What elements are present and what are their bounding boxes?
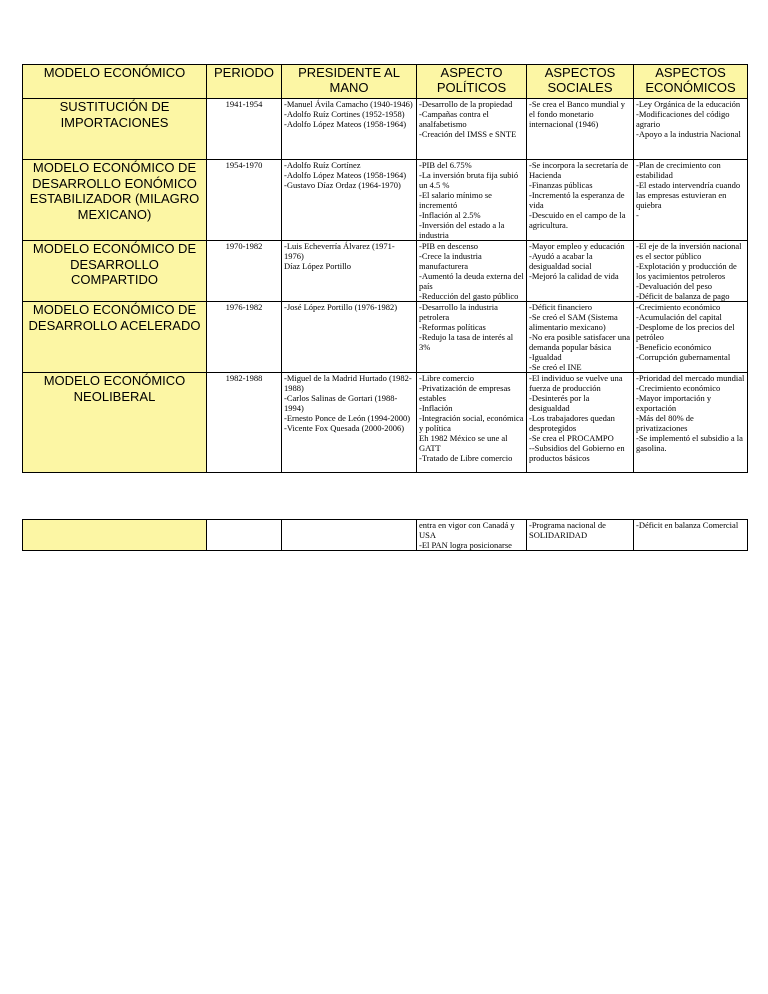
table-row — [23, 373, 748, 473]
economicos-cell — [634, 302, 748, 373]
politicos-line: -Desarrollo la industria petrolera — [419, 302, 498, 322]
sociales-line: -Finanzas públicas — [529, 180, 593, 190]
period-cell: 1982-1988 — [207, 373, 282, 473]
presidente-line: Díaz López Portillo — [284, 261, 352, 271]
sociales-line: -Se crea el Banco mundial y el fondo monetario internacional (1946) — [529, 99, 626, 129]
sociales-line: -Desinterés por la desigualdad — [529, 393, 590, 413]
economicos-cell — [634, 373, 748, 473]
politicos-cell — [417, 302, 527, 373]
politicos-line: -Inflación al 2.5% — [419, 210, 481, 220]
politicos-line: -Integración social, económica y política — [419, 413, 524, 433]
politicos-line: -Campañas contra el analfabetismo — [419, 109, 489, 129]
presidente-line: -Adolfo Ruíz Cortines (1952-1958) — [284, 109, 405, 119]
presidente-line: -Carlos Salinas de Gortari (1988-1994) — [284, 393, 398, 413]
continuation-period-cell — [207, 520, 282, 551]
politicos-line: -Tratado de Libre comercio — [419, 453, 513, 463]
economicos-line: -Explotación y producción de los yacimientos petroleros — [636, 261, 737, 281]
economicos-cell — [634, 160, 748, 241]
header-row — [23, 65, 748, 99]
politicos-line: -La inversión bruta fija subió un 4.5 % — [419, 170, 519, 190]
presidente-cell — [282, 99, 417, 160]
politicos-line: -Crece la industria manufacturera — [419, 251, 482, 271]
sociales-line: -El individuo se vuelve una fuerza de producción — [529, 373, 623, 393]
period-cell: 1954-1970 — [207, 160, 282, 241]
politicos-line: -PIB del 6.75% — [419, 160, 472, 170]
politicos-line: -Aumentó la deuda externa del país — [419, 271, 524, 291]
continuation-table — [22, 519, 748, 551]
header-politicos: ASPECTO POLÍTICOS — [417, 65, 527, 99]
economicos-cell — [634, 241, 748, 302]
economicos-line: -Más del 80% de privatizaciones — [636, 413, 694, 433]
header-economicos: ASPECTOS ECONÓMICOS — [634, 65, 748, 99]
model-name-cell: MODELO ECONÓMICO DE DESARROLLO ACELERADO — [23, 302, 207, 373]
presidente-line: -Miguel de la Madrid Hurtado (1982-1988) — [284, 373, 412, 393]
sociales-line: -Mejoró la calidad de vida — [529, 271, 619, 281]
economicos-line: -Desplome de los precios del petróleo — [636, 322, 735, 342]
continuation-model-cell — [23, 520, 207, 551]
politicos-line: -Privatización de empresas estables — [419, 383, 511, 403]
continuation-sociales-cell — [527, 520, 634, 551]
continuation-economicos-line: -Déficit en balanza Comercial — [636, 520, 739, 530]
sociales-line: -Se crea el PROCAMPO — [529, 433, 614, 443]
table-row — [23, 99, 748, 160]
economicos-line: -Corrupción gubernamental — [636, 352, 731, 362]
economicos-line: -Apoyo a la industria Nacional — [636, 129, 741, 139]
presidente-line: -Manuel Ávila Camacho (1940-1946) — [284, 99, 413, 109]
politicos-line: -Reformas políticas — [419, 322, 486, 332]
continuation-politicos-line: entra en vigor con Canadá y USA — [419, 520, 515, 540]
presidente-line: -José López Portillo (1976-1982) — [284, 302, 398, 312]
period-cell: 1976-1982 — [207, 302, 282, 373]
sociales-line: -Déficit financiero — [529, 302, 593, 312]
sociales-line: -Mayor empleo y educación — [529, 241, 625, 251]
sociales-cell — [527, 99, 634, 160]
model-name-cell: MODELO ECONÓMICO DE DESARROLLO COMPARTIDO — [23, 241, 207, 302]
continuation-politicos-line: -El PAN logra posicionarse — [419, 540, 512, 550]
model-name-cell: MODELO ECONÓMICO DE DESARROLLO EONÓMICO ESTABILIZADOR (MILAGRO MEXICANO) — [23, 160, 207, 241]
presidente-cell — [282, 241, 417, 302]
sociales-line: -Se incorpora la secretaría de Hacienda — [529, 160, 629, 180]
header-presidente: PRESIDENTE AL MANO — [282, 65, 417, 99]
presidente-line: -Adolfo López Mateos (1958-1964) — [284, 119, 407, 129]
economicos-line: -Se implementó el subsidio a la gasolina. — [636, 433, 743, 453]
presidente-line: -Gustavo Díaz Ordaz (1964-1970) — [284, 180, 401, 190]
economicos-line: -Devaluación del peso — [636, 281, 712, 291]
economicos-line: -Mayor importación y exportación — [636, 393, 712, 413]
continuation-president-cell — [282, 520, 417, 551]
sociales-line: -Igualdad — [529, 352, 562, 362]
presidente-line: -Adolfo López Mateos (1958-1964) — [284, 170, 407, 180]
sociales-cell — [527, 241, 634, 302]
header-sociales: ASPECTOS SOCIALES — [527, 65, 634, 99]
economicos-line: -Acumulación del capital — [636, 312, 722, 322]
presidente-line: -Luis Echeverría Álvarez (1971-1976) — [284, 241, 395, 261]
economicos-line: - — [636, 210, 639, 220]
period-cell: 1941-1954 — [207, 99, 282, 160]
continuation-row — [23, 520, 748, 551]
economicos-line: -Prioridad del mercado mundial — [636, 373, 745, 383]
continuation-economicos-cell — [634, 520, 748, 551]
politicos-line: -Inflación — [419, 403, 453, 413]
sociales-line: -Se creó el INE — [529, 362, 582, 372]
presidente-line: -Adolfo Ruíz Cortínez — [284, 160, 361, 170]
sociales-line: --Subsidios del Gobierno en productos básicos — [529, 443, 625, 463]
economicos-line: -Beneficio económico — [636, 342, 712, 352]
period-cell: 1970-1982 — [207, 241, 282, 302]
presidente-line: -Vicente Fox Quesada (2000-2006) — [284, 423, 405, 433]
politicos-cell — [417, 160, 527, 241]
sociales-line: -Descuido en el campo de la agricultura. — [529, 210, 626, 230]
presidente-cell — [282, 373, 417, 473]
politicos-cell — [417, 373, 527, 473]
economicos-line: -El estado intervendría cuando las empresas estuvieran en quiebra — [636, 180, 741, 210]
presidente-cell — [282, 302, 417, 373]
politicos-line: -Desarrollo de la propiedad — [419, 99, 513, 109]
economicos-line: -Ley Orgánica de la educación — [636, 99, 741, 109]
economicos-line: -Crecimiento económico — [636, 302, 721, 312]
continuation-sociales-line: -Programa nacional de SOLIDARIDAD — [529, 520, 606, 540]
politicos-line: -Reducción del gasto público — [419, 291, 519, 301]
politicos-line: -Inversión del estado a la industria — [419, 220, 505, 240]
politicos-line: -Creación del IMSS e SNTE — [419, 129, 517, 139]
sociales-line: -Los trabajadores quedan desprotegidos — [529, 413, 615, 433]
politicos-line: -Libre comercio — [419, 373, 474, 383]
sociales-cell — [527, 160, 634, 241]
model-name-cell: MODELO ECONÓMICO NEOLIBERAL — [23, 373, 207, 473]
table-row — [23, 302, 748, 373]
politicos-line: -PIB en descenso — [419, 241, 479, 251]
header-periodo: PERIODO — [207, 65, 282, 99]
presidente-line: -Ernesto Ponce de León (1994-2000) — [284, 413, 411, 423]
header-modelo: MODELO ECONÓMICO — [23, 65, 207, 99]
sociales-line: -Se creó el SAM (Sistema alimentario mexicano) — [529, 312, 618, 332]
economicos-line: -Modificaciones del código agrario — [636, 109, 730, 129]
politicos-line: -Redujo la tasa de interés al 3% — [419, 332, 514, 352]
model-name-cell: SUSTITUCIÓN DE IMPORTACIONES — [23, 99, 207, 160]
economicos-line: -Crecimiento económico — [636, 383, 721, 393]
economic-models-table — [22, 64, 748, 473]
politicos-line: Eh 1982 México se une al GATT — [419, 433, 508, 453]
table-row — [23, 160, 748, 241]
sociales-cell — [527, 373, 634, 473]
economicos-line: -El eje de la inversión nacional es el sector público — [636, 241, 742, 261]
sociales-line: -No era posible satisfacer una demanda popular básica — [529, 332, 631, 352]
continuation-politicos-cell — [417, 520, 527, 551]
sociales-cell — [527, 302, 634, 373]
table-row — [23, 241, 748, 302]
economicos-cell — [634, 99, 748, 160]
sociales-line: -Ayudó a acabar la desigualdad social — [529, 251, 593, 271]
politicos-cell — [417, 241, 527, 302]
presidente-cell — [282, 160, 417, 241]
economicos-line: -Déficit de balanza de pago — [636, 291, 730, 301]
politicos-cell — [417, 99, 527, 160]
sociales-line: -Incrementó la esperanza de vida — [529, 190, 625, 210]
economicos-line: -Plan de crecimiento con estabilidad — [636, 160, 721, 180]
politicos-line: -El salario mínimo se incrementó — [419, 190, 492, 210]
